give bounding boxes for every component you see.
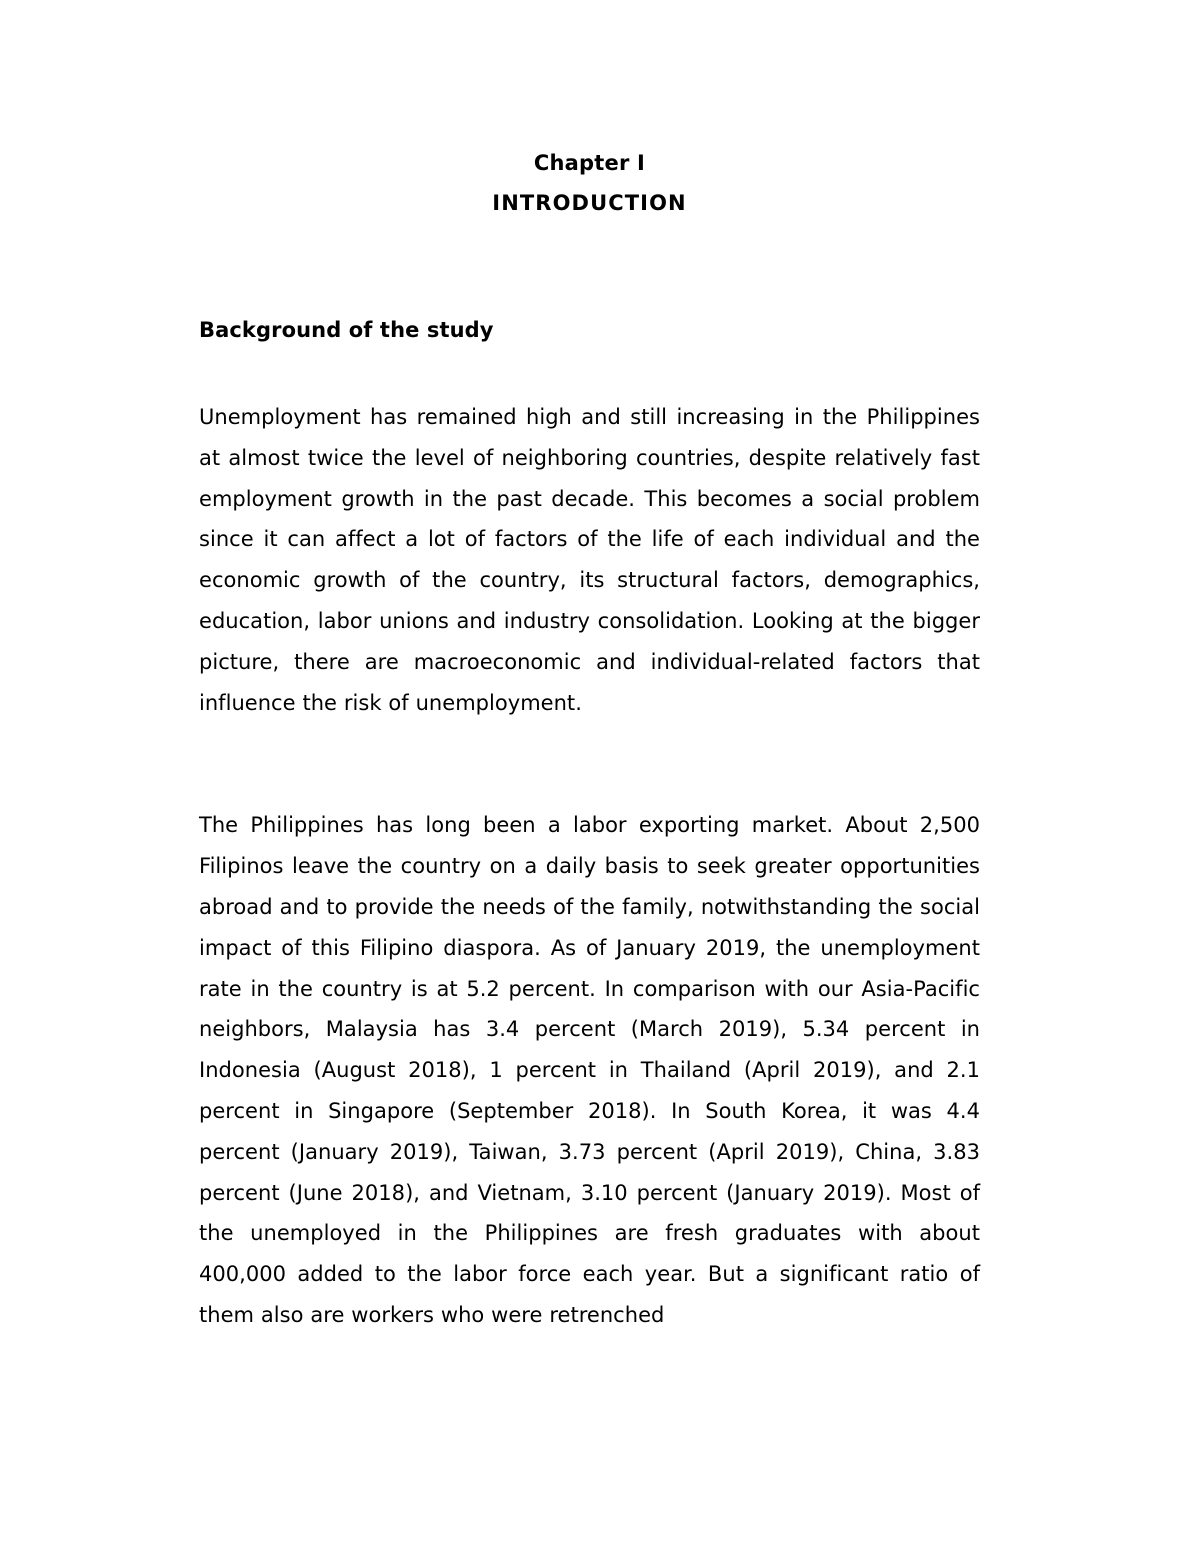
body-paragraph: The Philippines has long been a labor exporting market. About 2,500 Filipinos leave the country on a daily basis to seek greater opportunities abroad and to provide the needs of the family, notwithstanding the social impact of this Filipino diaspora. As of January 2019, the unemployment rate in the country is at 5.2 percent. In comparison with our Asia-Pacific neighbors, Malaysia has 3.4 percent (March 2019), 5.34 percent in Indonesia (August 2018), 1 percent in Thailand (April 2019), and 2.1 percent in Singapore (September 2018). In South Korea, it was 4.4 percent (January 2019), Taiwan, 3.73 percent (April 2019), China, 3.83 percent (June 2018), and Vietnam, 3.10 percent (January 2019). Most of the unemployed in the Philippines are fresh graduates with about 400,000 added to the labor force each year. But a significant ratio of them also are workers who were retrenched <box>199 813 980 1327</box>
page-content-column <box>199 0 980 1336</box>
body-paragraph: Unemployment has remained high and still increasing in the Philippines at almost twice the level of neighboring countries, despite relatively fast employment growth in the past decade. This becomes a social problem since it can affect a lot of factors of the life of each individual and the economic growth of the country, its structural factors, demographics, education, labor unions and industry consolidation. Looking at the bigger picture, there are macroeconomic and individual-related factors that influence the risk of unemployment. <box>199 405 980 715</box>
chapter-title: Chapter I <box>533 151 646 175</box>
section-title: INTRODUCTION <box>492 191 687 215</box>
background-of-the-study-heading: Background of the study <box>199 318 494 342</box>
